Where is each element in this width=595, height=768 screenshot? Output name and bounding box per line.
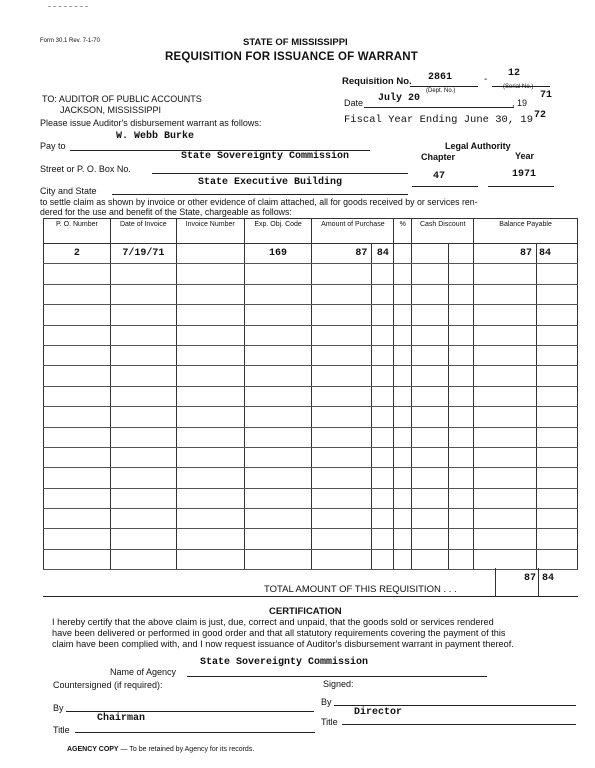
row1-invoice: [176, 244, 244, 264]
row1-date: 7/19/71: [110, 244, 176, 264]
col-exp-header: Exp. Obj. Code: [244, 219, 312, 244]
form-number: Form 30.1 Rev. 7-1-70: [40, 38, 100, 44]
dept-no-value: 2861: [428, 72, 453, 83]
scan-mark: [48, 6, 88, 7]
dept-no-caption: (Dept. No.): [426, 88, 456, 94]
by-left-signature-line: [66, 711, 314, 712]
fiscal-year-suffix: 72: [534, 110, 547, 121]
auditor-city: JACKSON, MISSISSIPPI: [60, 105, 162, 115]
row1-discount-cents: [449, 244, 474, 264]
table-row: [44, 264, 578, 284]
row1-amount-cents: 84: [372, 244, 394, 264]
col-date-header: Date of Invoice: [110, 219, 176, 244]
date-year-suffix: 71: [540, 90, 553, 101]
table-row: [44, 366, 578, 386]
requisition-label: Requisition No.: [342, 76, 412, 87]
total-label: TOTAL AMOUNT OF THIS REQUISITION . . .: [264, 584, 457, 595]
col-discount-header: Cash Discount: [412, 219, 474, 244]
table-header-row: [44, 219, 578, 244]
chapter-label: Chapter: [421, 152, 456, 162]
table-row: [44, 305, 578, 325]
total-cents: 84: [542, 573, 555, 584]
title-right-label: Title: [321, 717, 338, 727]
row1-po: 2: [44, 244, 111, 264]
table-row: [44, 549, 578, 569]
table-row: [44, 427, 578, 447]
col-po-header: P. O. Number: [44, 219, 111, 244]
claim-text-2: dered for the use and benefit of the State, chargeable as follows:: [40, 207, 292, 217]
col-balance-header: Balance Payable: [474, 219, 578, 244]
dept-no-line: [410, 86, 478, 87]
agency-copy-text: — To be retained by Agency for its records.: [118, 746, 255, 753]
countersigned-label: Countersigned (if required):: [53, 680, 163, 690]
serial-no-value: 12: [508, 68, 521, 79]
agency-name-line: [187, 676, 487, 677]
col-invoice-header: Invoice Number: [176, 219, 244, 244]
table-row: [44, 488, 578, 508]
row1-pct: [394, 244, 412, 264]
serial-no-caption: (Serial No.): [503, 84, 534, 90]
charges-table: [43, 218, 578, 570]
by-right-signature-line: [334, 705, 576, 706]
table-row: [44, 407, 578, 427]
table-row: [44, 345, 578, 365]
table-row: [44, 284, 578, 304]
certification-line-3: claim have been complied with, and I now request issuance of Auditor's disbursement warrant in payment thereof.: [52, 639, 514, 649]
row1-discount-dollars: [412, 244, 449, 264]
auditor-line: TO: AUDITOR OF PUBLIC ACCOUNTS: [42, 94, 202, 104]
state-heading: STATE OF MISSISSIPPI: [243, 37, 348, 48]
year-value: 1971: [512, 169, 537, 180]
table-row: [44, 325, 578, 345]
claim-text-1: to settle claim as shown by invoice or other evidence of claim attached, all for goods received by or services ren-: [40, 197, 478, 207]
legal-authority-label: Legal Authority: [445, 141, 511, 151]
city-label: City and State: [40, 186, 97, 196]
chapter-line: [412, 186, 478, 187]
city-value: State Executive Building: [198, 177, 343, 188]
date-label: Date: [344, 98, 364, 108]
certification-heading: CERTIFICATION: [269, 606, 342, 617]
certification-line-2: have been delivered or performed in good order and that all statutory requirements covering the payment of this: [52, 628, 506, 638]
year-label: Year: [515, 151, 535, 161]
total-row-line: [43, 596, 578, 597]
table-row: [44, 244, 578, 264]
date-line: [364, 107, 514, 108]
row1-balance-cents: 84: [536, 244, 577, 264]
by-left-label: By: [53, 703, 64, 713]
street-label: Street or P. O. Box No.: [40, 164, 131, 174]
row1-balance-dollars: 87: [474, 244, 537, 264]
agency-name-label: Name of Agency: [110, 667, 177, 677]
instruction-text: Please issue Auditor's disbursement warrant as follows:: [40, 118, 262, 128]
total-dollars: 87: [524, 573, 537, 584]
col-amount-header: Amount of Purchase: [312, 219, 394, 244]
date-year-prefix: , 19: [512, 98, 528, 108]
col-pct-header: %: [394, 219, 412, 244]
agency-name-value: State Sovereignty Commission: [200, 657, 369, 668]
title-left-label: Title: [53, 725, 70, 735]
table-row: [44, 509, 578, 529]
title-left-line: [75, 732, 315, 733]
table-row: [44, 386, 578, 406]
agency-copy-note: [67, 746, 254, 753]
street-line: [152, 173, 408, 174]
pay-to-label: Pay to: [40, 141, 66, 151]
pay-to-value: W. Webb Burke: [116, 131, 195, 142]
title-left-value: Chairman: [97, 713, 146, 724]
agency-copy-label: AGENCY COPY: [67, 746, 119, 753]
row1-amount-dollars: 87: [312, 244, 372, 264]
page-title: REQUISITION FOR ISSUANCE OF WARRANT: [165, 51, 418, 63]
street-value: State Sovereignty Commission: [181, 151, 350, 162]
by-right-label: By: [321, 697, 332, 707]
date-value: July 20: [378, 93, 421, 104]
year-line: [488, 186, 554, 187]
chapter-value: 47: [433, 171, 446, 182]
signed-label: Signed:: [323, 679, 354, 689]
table-row: [44, 468, 578, 488]
city-line: [112, 194, 408, 195]
title-right-line: [342, 724, 576, 725]
certification-line-1: I hereby certify that the above claim is just, due, correct and unpaid, that the goods sold or services rendered: [52, 617, 494, 627]
total-divider: [495, 568, 496, 597]
table-row: [44, 447, 578, 467]
requisition-dash: -: [484, 74, 488, 85]
fiscal-year-text: Fiscal Year Ending June 30, 19: [344, 114, 534, 126]
title-right-value: Director: [354, 707, 403, 718]
total-cents-divider: [538, 568, 539, 597]
row1-exp: 169: [244, 244, 312, 264]
table-row: [44, 529, 578, 549]
